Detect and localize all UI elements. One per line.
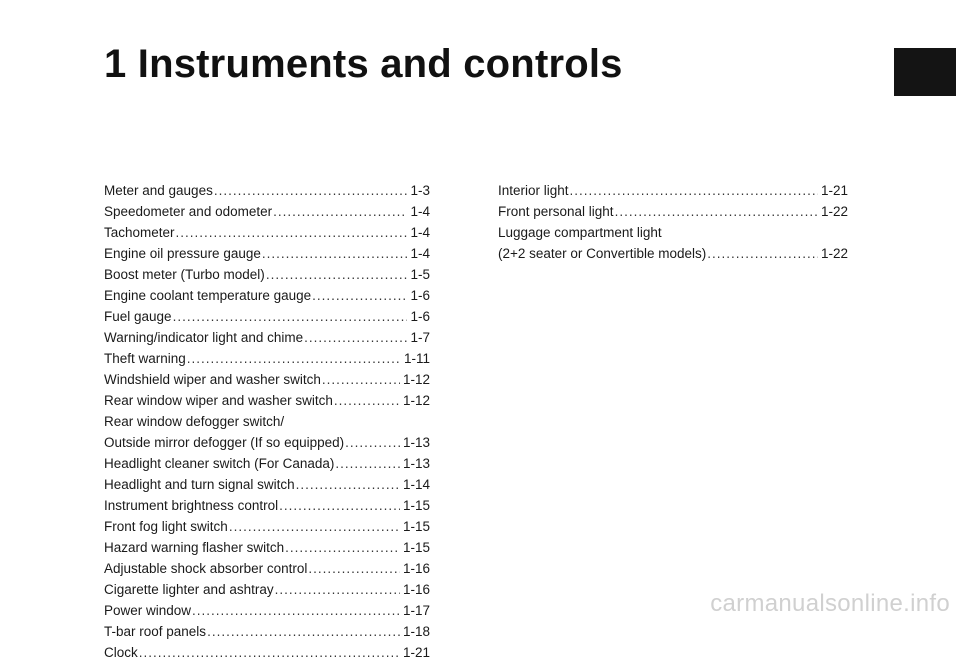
toc-entry-label: Meter and gauges (104, 183, 213, 198)
toc-leader-dots (312, 285, 407, 306)
toc-leader-dots (266, 264, 408, 285)
toc-entry-label: Windshield wiper and washer switch (104, 372, 321, 387)
toc-entry-label: Boost meter (Turbo model) (104, 267, 265, 282)
toc-entry-page: 1-5 (410, 267, 430, 282)
toc-leader-dots (308, 558, 400, 579)
toc-entry[interactable] (104, 516, 430, 537)
toc-leader-dots (273, 201, 407, 222)
toc-entry-page: 1-6 (410, 309, 430, 324)
toc-entry-label: Adjustable shock absorber control (104, 561, 308, 576)
toc-entry[interactable] (104, 579, 430, 600)
toc-entry-label: Tachometer (104, 225, 175, 240)
toc-entry-page: 1-4 (410, 204, 430, 219)
toc-entry-page: 1-6 (410, 288, 430, 303)
toc-leader-dots (345, 432, 400, 453)
toc-entry-page: 1-3 (410, 183, 430, 198)
toc-entry-page: 1-4 (410, 246, 430, 261)
toc-entry[interactable] (104, 558, 430, 579)
toc-leader-dots (187, 348, 401, 369)
toc-entry-page: 1-11 (403, 351, 430, 366)
toc-entry[interactable] (104, 537, 430, 558)
toc-entry-page: 1-13 (402, 456, 430, 471)
toc-entry[interactable] (104, 222, 430, 243)
toc-leader-dots (296, 474, 400, 495)
toc-entry-page: 1-12 (402, 372, 430, 387)
toc-entry-label: Headlight cleaner switch (For Canada) (104, 456, 335, 471)
toc-entry-page: 1-15 (402, 498, 430, 513)
toc-entry[interactable] (104, 348, 430, 369)
toc-leader-dots (334, 390, 400, 411)
toc-entry-page: 1-16 (402, 582, 430, 597)
toc-entry[interactable] (104, 495, 430, 516)
toc-entry[interactable] (104, 264, 430, 285)
toc-entry-page: 1-12 (402, 393, 430, 408)
toc-leader-dots (285, 537, 400, 558)
toc-entry-page: 1-21 (820, 183, 848, 198)
toc-entry[interactable] (104, 201, 430, 222)
toc-left-column (104, 180, 430, 663)
toc-entry[interactable] (104, 600, 430, 621)
toc-leader-dots (322, 369, 400, 390)
toc-entry-page: 1-22 (820, 204, 848, 219)
toc-entry[interactable] (104, 180, 430, 201)
toc-entry[interactable] (104, 327, 430, 348)
toc-leader-dots (570, 180, 818, 201)
toc-entry-page: 1-17 (402, 603, 430, 618)
toc-entry[interactable] (498, 201, 848, 222)
toc-entry-label: Luggage compartment light (498, 225, 662, 240)
toc-entry-page: 1-22 (820, 246, 848, 261)
toc-leader-dots (707, 243, 818, 264)
toc-leader-dots (615, 201, 818, 222)
toc-entry[interactable] (498, 180, 848, 201)
toc-leader-dots (192, 600, 400, 621)
toc-entry[interactable] (104, 306, 430, 327)
toc-leader-dots (214, 180, 408, 201)
toc-entry-label: Front fog light switch (104, 519, 228, 534)
toc-entry[interactable] (104, 411, 430, 432)
toc-leader-dots (176, 222, 408, 243)
toc-entry[interactable] (104, 432, 430, 453)
toc-entry[interactable] (104, 453, 430, 474)
toc-leader-dots (304, 327, 407, 348)
toc-entry-label: Outside mirror defogger (If so equipped) (104, 435, 345, 450)
toc-leader-dots (229, 516, 400, 537)
toc-entry-label: Engine oil pressure gauge (104, 246, 261, 261)
toc-leader-dots (279, 495, 400, 516)
toc-entry[interactable] (104, 474, 430, 495)
toc-entry[interactable] (498, 243, 848, 264)
toc-entry-label: Cigarette lighter and ashtray (104, 582, 274, 597)
chapter-tab (894, 48, 956, 96)
toc-entry-page: 1-14 (402, 477, 430, 492)
toc-entry[interactable] (104, 243, 430, 264)
toc-entry-label: Interior light (498, 183, 569, 198)
toc-entry-page: 1-21 (402, 645, 430, 660)
toc-entry-label: Clock (104, 645, 138, 660)
toc-leader-dots (335, 453, 400, 474)
toc-leader-dots (173, 306, 408, 327)
toc-entry-page: 1-13 (402, 435, 430, 450)
toc-entry-label: Instrument brightness control (104, 498, 279, 513)
toc-entry-page: 1-7 (410, 330, 430, 345)
toc-entry[interactable] (104, 390, 430, 411)
toc-entry-label: Front personal light (498, 204, 614, 219)
toc-entry-label: Engine coolant temperature gauge (104, 288, 312, 303)
toc-entry-label: T-bar roof panels (104, 624, 207, 639)
toc-entry-label: Theft warning (104, 351, 186, 366)
watermark: carmanualsonline.info (710, 590, 950, 617)
toc-leader-dots (262, 243, 408, 264)
toc-entry-page: 1-4 (410, 225, 430, 240)
toc-entry-page: 1-16 (402, 561, 430, 576)
toc-entry-label: Rear window wiper and washer switch (104, 393, 333, 408)
toc-entry-label: Warning/indicator light and chime (104, 330, 304, 345)
toc-entry[interactable] (104, 285, 430, 306)
toc-entry[interactable] (104, 642, 430, 663)
toc-entry-label: Headlight and turn signal switch (104, 477, 295, 492)
toc-leader-dots (139, 642, 400, 663)
toc-entry-page: 1-18 (402, 624, 430, 639)
toc-entry-label: Hazard warning flasher switch (104, 540, 285, 555)
toc-entry[interactable] (498, 222, 848, 243)
toc-entry-label: Fuel gauge (104, 309, 172, 324)
toc-entry-label: Speedometer and odometer (104, 204, 273, 219)
toc-leader-dots (275, 579, 400, 600)
toc-entry-label: Power window (104, 603, 192, 618)
toc-entry-page: 1-15 (402, 540, 430, 555)
page-title: 1 Instruments and controls (104, 42, 623, 86)
toc-entry-label: Rear window defogger switch/ (104, 414, 285, 429)
toc-entry-label: (2+2 seater or Convertible models) (498, 246, 707, 261)
toc-leader-dots (207, 621, 400, 642)
toc-entry[interactable] (104, 621, 430, 642)
toc-right-column (498, 180, 848, 264)
toc-entry[interactable] (104, 369, 430, 390)
toc-entry-page: 1-15 (402, 519, 430, 534)
